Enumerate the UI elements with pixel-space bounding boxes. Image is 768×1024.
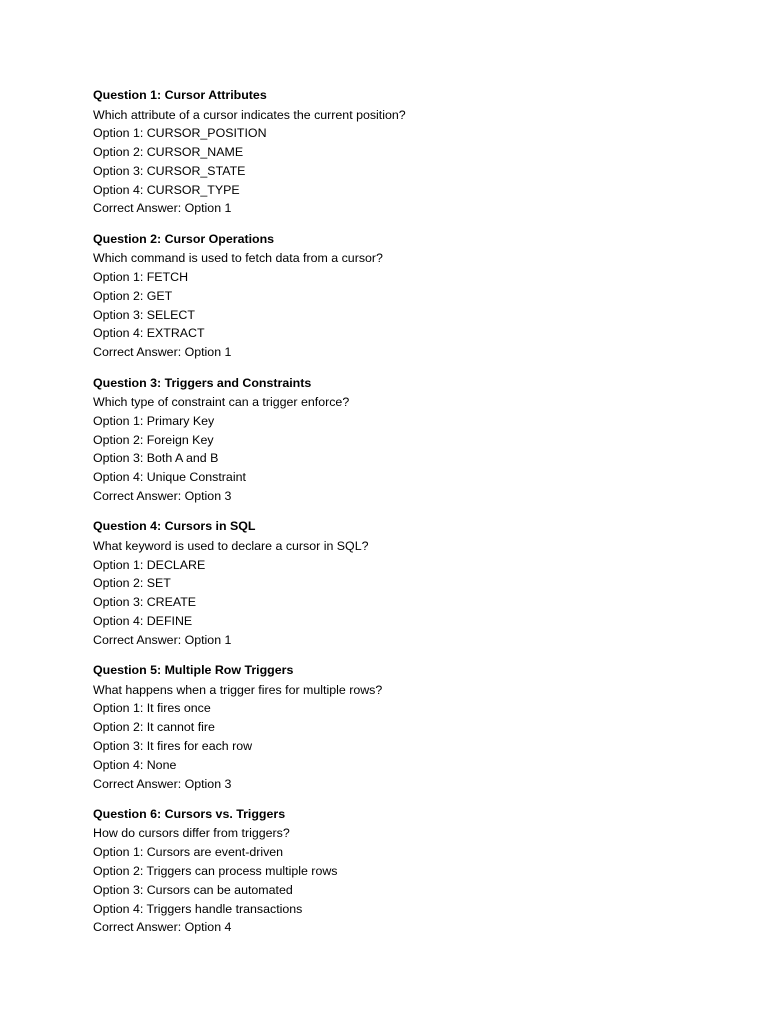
- question-block-3: [93, 374, 713, 506]
- option-1: Option 1: It fires once: [93, 701, 211, 716]
- question-title: Question 3: Triggers and Constraints: [93, 375, 312, 390]
- correct-answer: Correct Answer: Option 1: [93, 632, 232, 647]
- question-block-6: [93, 805, 713, 937]
- question-title: Question 1: Cursor Attributes: [93, 88, 267, 102]
- question-title: Question 4: Cursors in SQL: [93, 519, 256, 534]
- correct-answer: Correct Answer: Option 4: [93, 920, 232, 935]
- question-title: Question 2: Cursor Operations: [93, 231, 275, 246]
- option-4: Option 4: Unique Constraint: [93, 470, 246, 485]
- option-4: Option 4: CURSOR_TYPE: [93, 182, 240, 197]
- option-2: Option 2: CURSOR_NAME: [93, 145, 244, 160]
- option-3: Option 3: CREATE: [93, 595, 197, 610]
- correct-answer: Correct Answer: Option 3: [93, 776, 232, 791]
- question-prompt: Which type of constraint can a trigger enforce?: [93, 395, 350, 410]
- correct-answer: Correct Answer: Option 3: [93, 489, 232, 504]
- question-prompt: What keyword is used to declare a cursor in SQL?: [93, 538, 369, 553]
- question-prompt: Which command is used to fetch data from a cursor?: [93, 251, 383, 266]
- question-prompt: What happens when a trigger fires for multiple rows?: [93, 682, 383, 697]
- option-2: Option 2: SET: [93, 576, 171, 591]
- option-2: Option 2: GET: [93, 288, 173, 303]
- question-block-5: [93, 661, 713, 793]
- option-1: Option 1: CURSOR_POSITION: [93, 126, 267, 141]
- option-2: Option 2: It cannot fire: [93, 720, 215, 735]
- question-block-2: [93, 230, 713, 362]
- option-3: Option 3: SELECT: [93, 307, 195, 322]
- option-3: Option 3: Both A and B: [93, 451, 219, 466]
- option-4: Option 4: EXTRACT: [93, 326, 205, 341]
- correct-answer: Correct Answer: Option 1: [93, 345, 232, 360]
- document-page: [93, 86, 713, 949]
- option-3: Option 3: CURSOR_STATE: [93, 163, 246, 178]
- option-2: Option 2: Triggers can process multiple rows: [93, 864, 338, 878]
- option-4: Option 4: None: [93, 757, 177, 772]
- option-3: Option 3: Cursors can be automated: [93, 882, 293, 897]
- question-prompt: Which attribute of a cursor indicates the current position?: [93, 107, 406, 122]
- question-prompt: How do cursors differ from triggers?: [93, 826, 290, 841]
- question-block-4: [93, 517, 713, 649]
- option-1: Option 1: DECLARE: [93, 557, 206, 572]
- question-title: Question 6: Cursors vs. Triggers: [93, 806, 286, 821]
- option-1: Option 1: FETCH: [93, 270, 189, 285]
- option-1: Option 1: Cursors are event-driven: [93, 845, 284, 860]
- option-1: Option 1: Primary Key: [93, 413, 215, 428]
- question-title: Question 5: Multiple Row Triggers: [93, 663, 294, 678]
- correct-answer: Correct Answer: Option 1: [93, 201, 232, 216]
- option-4: Option 4: DEFINE: [93, 614, 193, 629]
- question-block-1: [93, 86, 713, 218]
- option-2: Option 2: Foreign Key: [93, 432, 214, 447]
- option-3: Option 3: It fires for each row: [93, 739, 253, 754]
- option-4: Option 4: Triggers handle transactions: [93, 901, 303, 916]
